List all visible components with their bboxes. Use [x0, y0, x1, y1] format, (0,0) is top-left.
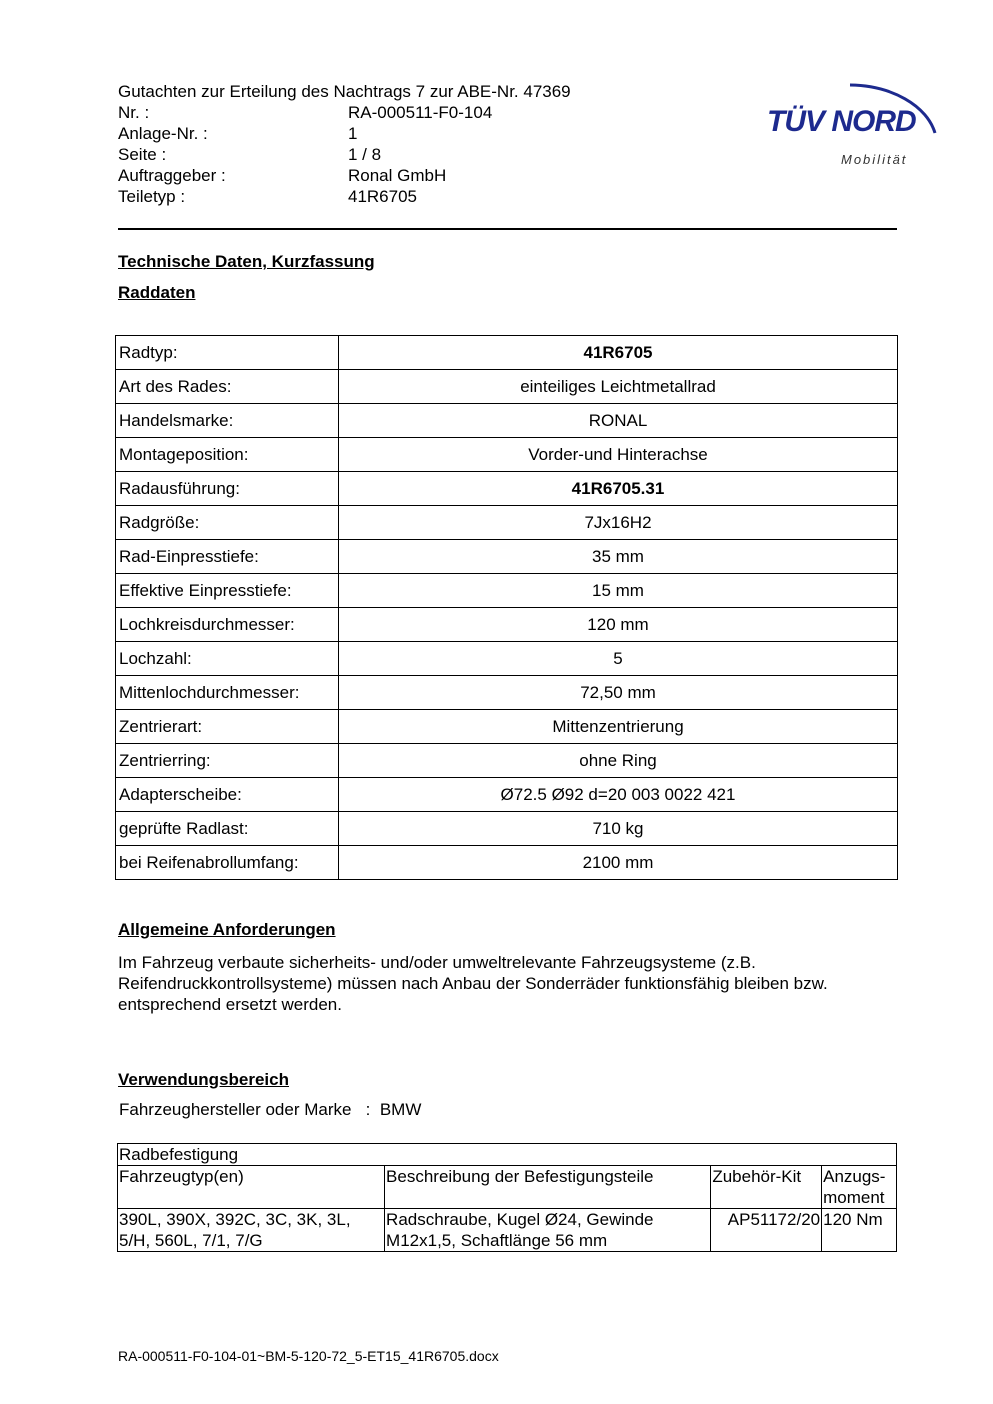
raddaten-value: RONAL	[339, 404, 898, 438]
heading-allgemeine-anforderungen: Allgemeine Anforderungen	[118, 920, 336, 939]
fahrzeughersteller-label: Fahrzeughersteller oder Marke	[119, 1100, 352, 1119]
raddaten-key: Zentrierring:	[116, 744, 339, 778]
fahrzeughersteller-line	[119, 1100, 421, 1120]
raddaten-value: 5	[339, 642, 898, 676]
raddaten-table	[115, 335, 898, 880]
header-row-seite	[118, 144, 571, 165]
raddaten-value: 41R6705.31	[339, 472, 898, 506]
table-row	[116, 642, 898, 676]
header-value: Ronal GmbH	[348, 166, 447, 185]
raddaten-key: Adapterscheibe:	[116, 778, 339, 812]
header-beschreibung: Beschreibung der Befestigungsteile	[385, 1166, 711, 1209]
raddaten-key: Rad-Einpresstiefe:	[116, 540, 339, 574]
table-row	[118, 1209, 897, 1252]
tuv-nord-logo	[755, 55, 945, 175]
header-label: Teiletyp :	[118, 187, 186, 206]
raddaten-key: Handelsmarke:	[116, 404, 339, 438]
table-row	[116, 778, 898, 812]
raddaten-key: Zentrierart:	[116, 710, 339, 744]
header-anzugsmoment-line: moment	[823, 1188, 885, 1207]
raddaten-value: 7Jx16H2	[339, 506, 898, 540]
raddaten-key: Effektive Einpresstiefe:	[116, 574, 339, 608]
radbefestigung-title: Radbefestigung	[118, 1144, 897, 1166]
header-divider	[118, 228, 897, 230]
table-row	[116, 540, 898, 574]
raddaten-key: Radgröße:	[116, 506, 339, 540]
cell-zubehoer-kit: AP51172/20	[711, 1209, 822, 1252]
table-row	[116, 812, 898, 846]
header-value: 1 / 8	[348, 145, 382, 164]
raddaten-key: Radausführung:	[116, 472, 339, 506]
header-label: Auftraggeber :	[118, 166, 226, 185]
header-value: 41R6705	[348, 187, 418, 206]
header-anzugsmoment	[822, 1166, 897, 1209]
heading-technische-daten: Technische Daten, Kurzfassung	[118, 252, 375, 271]
heading-verwendungsbereich: Verwendungsbereich	[118, 1070, 289, 1089]
header-row-teiletyp	[118, 186, 571, 207]
raddaten-value: 15 mm	[339, 574, 898, 608]
table-row	[116, 710, 898, 744]
table-row	[116, 336, 898, 370]
logo-brand-text: TÜV NORD	[767, 105, 916, 138]
cell-line: Radschraube, Kugel Ø24, Gewinde	[386, 1210, 654, 1229]
raddaten-value: Ø72.5 Ø92 d=20 003 0022 421	[339, 778, 898, 812]
raddaten-key: Lochzahl:	[116, 642, 339, 676]
header-value: 1	[348, 124, 358, 143]
raddaten-value: Mittenzentrierung	[339, 710, 898, 744]
raddaten-key: bei Reifenabrollumfang:	[116, 846, 339, 880]
table-title-row	[118, 1144, 897, 1166]
table-row	[116, 438, 898, 472]
raddaten-value: 2100 mm	[339, 846, 898, 880]
raddaten-key: Lochkreisdurchmesser:	[116, 608, 339, 642]
raddaten-key: Radtyp:	[116, 336, 339, 370]
raddaten-value: 72,50 mm	[339, 676, 898, 710]
document-header	[118, 81, 571, 207]
header-fahrzeugtyp: Fahrzeugtyp(en)	[118, 1166, 385, 1209]
header-anzugsmoment-line: Anzugs-	[823, 1167, 886, 1186]
raddaten-value: 710 kg	[339, 812, 898, 846]
table-row	[116, 846, 898, 880]
raddaten-value: 41R6705	[339, 336, 898, 370]
raddaten-key: geprüfte Radlast:	[116, 812, 339, 846]
header-label: Nr. :	[118, 103, 150, 122]
header-value: RA-000511-F0-104	[348, 103, 493, 122]
table-header-row	[118, 1166, 897, 1209]
raddaten-key: Montageposition:	[116, 438, 339, 472]
fahrzeughersteller-value: BMW	[379, 1100, 422, 1119]
raddaten-key: Art des Rades:	[116, 370, 339, 404]
raddaten-value: einteiliges Leichtmetallrad	[339, 370, 898, 404]
header-row-auftraggeber	[118, 165, 571, 186]
cell-anzugsmoment: 120 Nm	[822, 1209, 897, 1252]
document-title: Gutachten zur Erteilung des Nachtrags 7 zur ABE-Nr. 47369	[118, 82, 571, 101]
header-zubehoer-kit: Zubehör-Kit	[711, 1166, 822, 1209]
table-row	[116, 574, 898, 608]
cell-line: M12x1,5, Schaftlänge 56 mm	[386, 1231, 608, 1250]
raddaten-value: ohne Ring	[339, 744, 898, 778]
header-row-anlage	[118, 123, 571, 144]
raddaten-key: Mittenlochdurchmesser:	[116, 676, 339, 710]
cell-beschreibung	[385, 1209, 711, 1252]
raddaten-value: Vorder-und Hinterachse	[339, 438, 898, 472]
header-row-nr	[118, 102, 571, 123]
table-row	[116, 744, 898, 778]
cell-line: 5/H, 560L, 7/1, 7/G	[119, 1231, 263, 1250]
header-label: Seite :	[118, 145, 167, 164]
cell-line: 390L, 390X, 392C, 3C, 3K, 3L,	[119, 1210, 351, 1229]
table-row	[116, 404, 898, 438]
heading-raddaten: Raddaten	[118, 283, 196, 302]
raddaten-value: 35 mm	[339, 540, 898, 574]
logo-sub-text: Mobilität	[841, 152, 908, 167]
table-row	[116, 608, 898, 642]
table-row	[116, 506, 898, 540]
header-label: Anlage-Nr. :	[118, 124, 208, 143]
raddaten-value: 120 mm	[339, 608, 898, 642]
table-row	[116, 676, 898, 710]
allgemeine-text: Im Fahrzeug verbaute sicherheits- und/oder umweltrelevante Fahrzeugsysteme (z.B. Reifendruckkontrollsysteme) müssen nach Anbau der Sonderräder funktionsfähig bleiben bzw. entsprechend ersetzt werden.	[118, 953, 828, 1014]
cell-fahrzeugtyp	[118, 1209, 385, 1252]
table-row	[116, 472, 898, 506]
footer-filename: RA-000511-F0-104-01~BM-5-120-72_5-ET15_41R6705.docx	[118, 1348, 499, 1364]
table-row	[116, 370, 898, 404]
radbefestigung-table	[117, 1143, 897, 1252]
fahrzeughersteller-sep: :	[365, 1100, 371, 1119]
